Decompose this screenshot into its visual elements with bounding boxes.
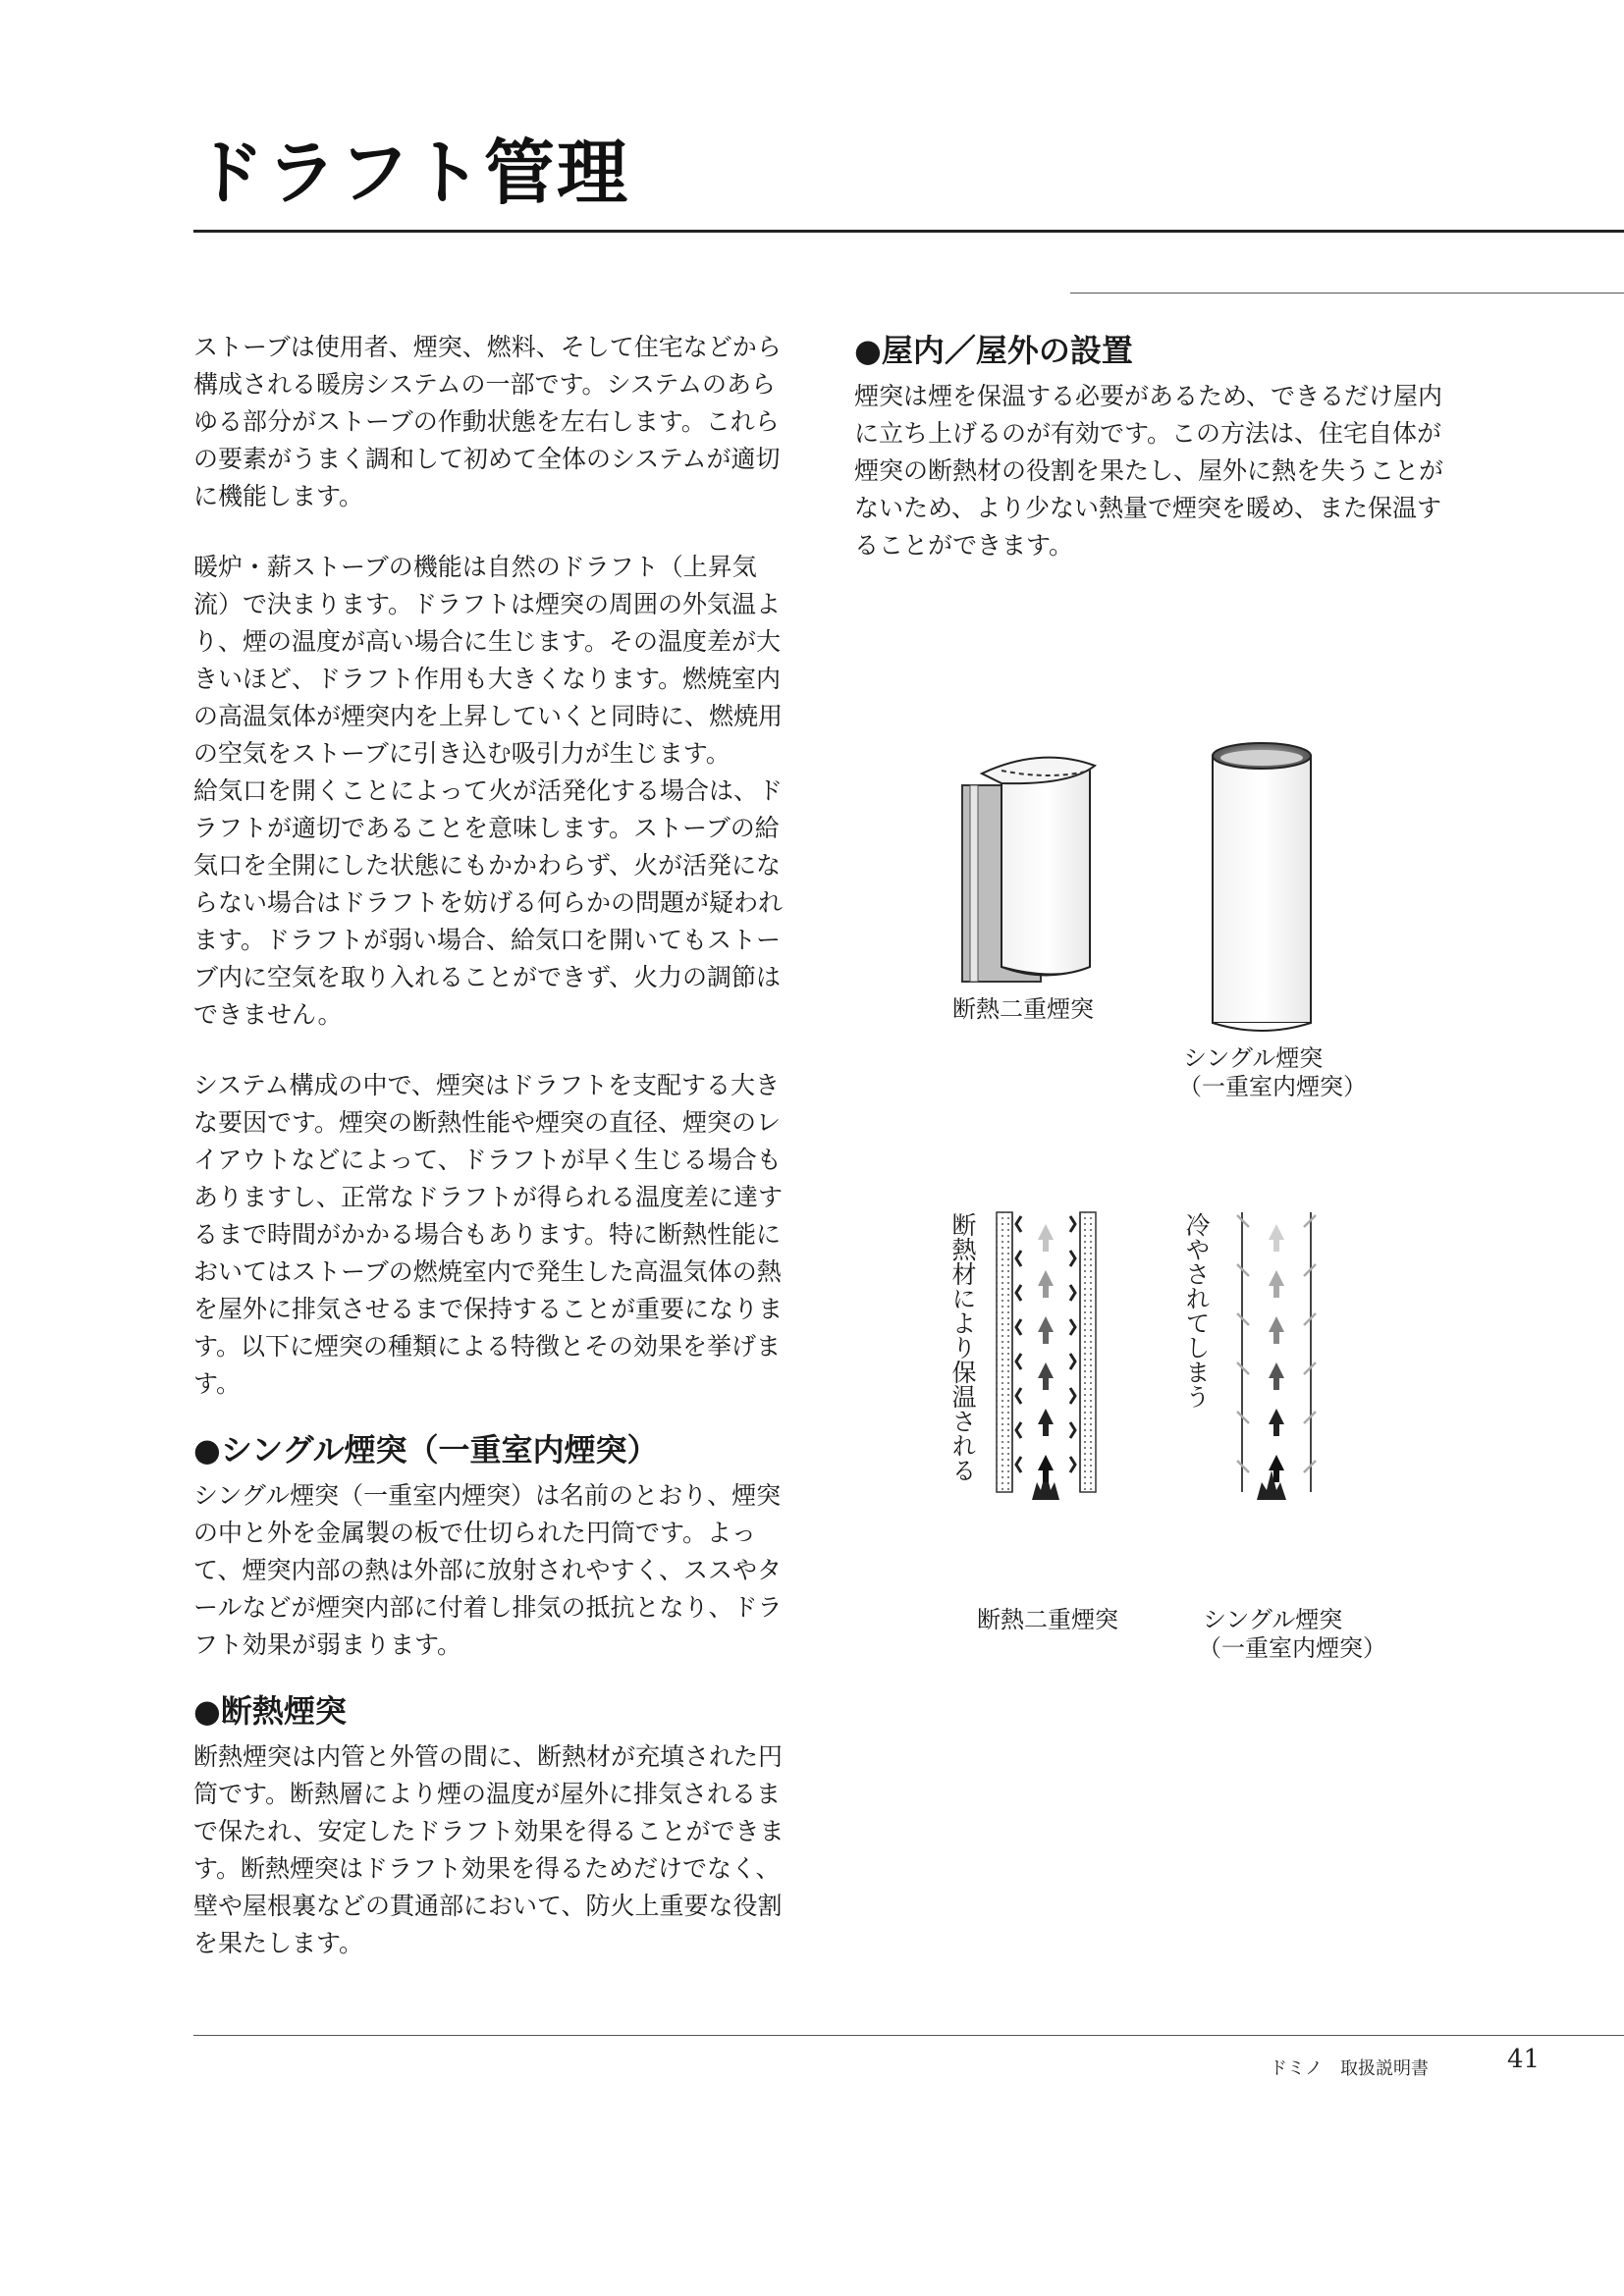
single-pipe-label-line2: （一重室内煙突） <box>1178 1073 1367 1100</box>
single-pipe-illustration <box>1213 743 1311 1031</box>
insulated-flow-note: 断熱材により保温される <box>948 1212 977 1482</box>
install-paragraph: 煙突は煙を保温する必要があるため、できるだけ屋内に立ち上げるのが有効です。この方法は、住宅自体が煙突の断熱材の役割を果たし、屋外に熱を失うことがないため、より少ない熱量で煙突を暖め、また保温することができます。 <box>854 382 1444 560</box>
insulated-pipe-illustration <box>962 758 1095 982</box>
chimney-diagram <box>923 726 1414 1698</box>
insulated-flow-label: 断熱二重煙突 <box>977 1606 1118 1633</box>
single-chimney-paragraph: シングル煙突（一重室内煙突）は名前のとおり、煙突の中と外を金属製の板で仕切られた円筒です。よって、煙突内部の熱は外部に放射されやすく、ススやタールなどが煙突内部に付着し排気の抵抗となり、ドラフト効果が弱まります。 <box>193 1481 783 1659</box>
air-intake-paragraph: 給気口を開くことによって火が活発化する場合は、ドラフトが適切であることを意味します。ストーブの給気口を全開にした状態にもかかわらず、火が活発にならない場合はドラフトを妨げる何らかの問題が疑われます。ドラフトが弱い場合、給気口を開いてもストーブ内に空気を取り入れることができず、火力の調節はできません。 <box>193 776 784 1029</box>
single-pipe-label-line1: シングル煙突 <box>1183 1044 1324 1072</box>
chimney-illustration <box>923 726 1414 1698</box>
page-title: ドラフト管理 <box>193 131 630 214</box>
insulated-flow-diagram <box>997 1212 1096 1500</box>
single-flow-note: 冷やされてしまう <box>1182 1212 1211 1409</box>
single-flow-label-line2: （一重室内煙突） <box>1198 1634 1386 1662</box>
intro-paragraph: ストーブは使用者、煙突、燃料、そして住宅などから構成される暖房システムの一部です。システムのあらゆる部分がストーブの作動状態を左右します。これらの要素がうまく調和して初めて全体のシステムが適切に機能します。 <box>193 333 782 510</box>
right-column <box>854 329 1443 564</box>
single-flow-diagram <box>1237 1212 1316 1500</box>
header-rule <box>1070 293 1624 294</box>
chimney-factor-paragraph: システム構成の中で、煙突はドラフトを支配する大きな要因です。煙突の断熱性能や煙突の直径、煙突のレイアウトなどによって、ドラフトが早く生じる場合もありますし、正常なドラフトが得られる温度差に達するまで時間がかかる場合もあります。特に断熱性能においてはストーブの燃焼室内で発生した高温気体の熱を屋外に排気させるまで保持することが重要になります。以下に煙突の種類による特徴とその効果を挙げます。 <box>193 1071 784 1398</box>
insulated-chimney-paragraph: 断熱煙突は内管と外管の間に、断熱材が充填された円筒です。断熱層により煙の温度が屋外に排気されるまで保たれ、安定したドラフト効果を得ることができます。断熱煙突はドラフト効果を得るためだけでなく、壁や屋根裏などの貫通部において、防火上重要な役割を果たします。 <box>193 1742 785 1957</box>
single-chimney-heading: ●シングル煙突（一重室内煙突） <box>193 1431 659 1468</box>
footer-manual-title: ドミノ 取扱説明書 <box>1270 2058 1429 2079</box>
single-flow-label-line1: シングル煙突 <box>1203 1606 1343 1633</box>
insulated-pipe-label: 断熱二重煙突 <box>952 995 1094 1023</box>
install-heading: ●屋内／屋外の設置 <box>854 332 1133 369</box>
footer-rule <box>193 2035 1624 2036</box>
insulated-chimney-heading: ●断熱煙突 <box>193 1692 347 1730</box>
draft-paragraph: 暖炉・薪ストーブの機能は自然のドラフト（上昇気流）で決まります。ドラフトは煙突の周囲の外気温より、煙の温度が高い場合に生じます。その温度差が大きいほど、ドラフト作用も大きくなります。燃焼室内の高温気体が煙突内を上昇していくと同時に、燃焼用の空気をストーブに引き込む吸引力が生じます。 <box>193 553 784 768</box>
left-column <box>193 329 792 1962</box>
title-rule <box>193 230 1624 233</box>
page-number: 41 <box>1507 2045 1541 2074</box>
